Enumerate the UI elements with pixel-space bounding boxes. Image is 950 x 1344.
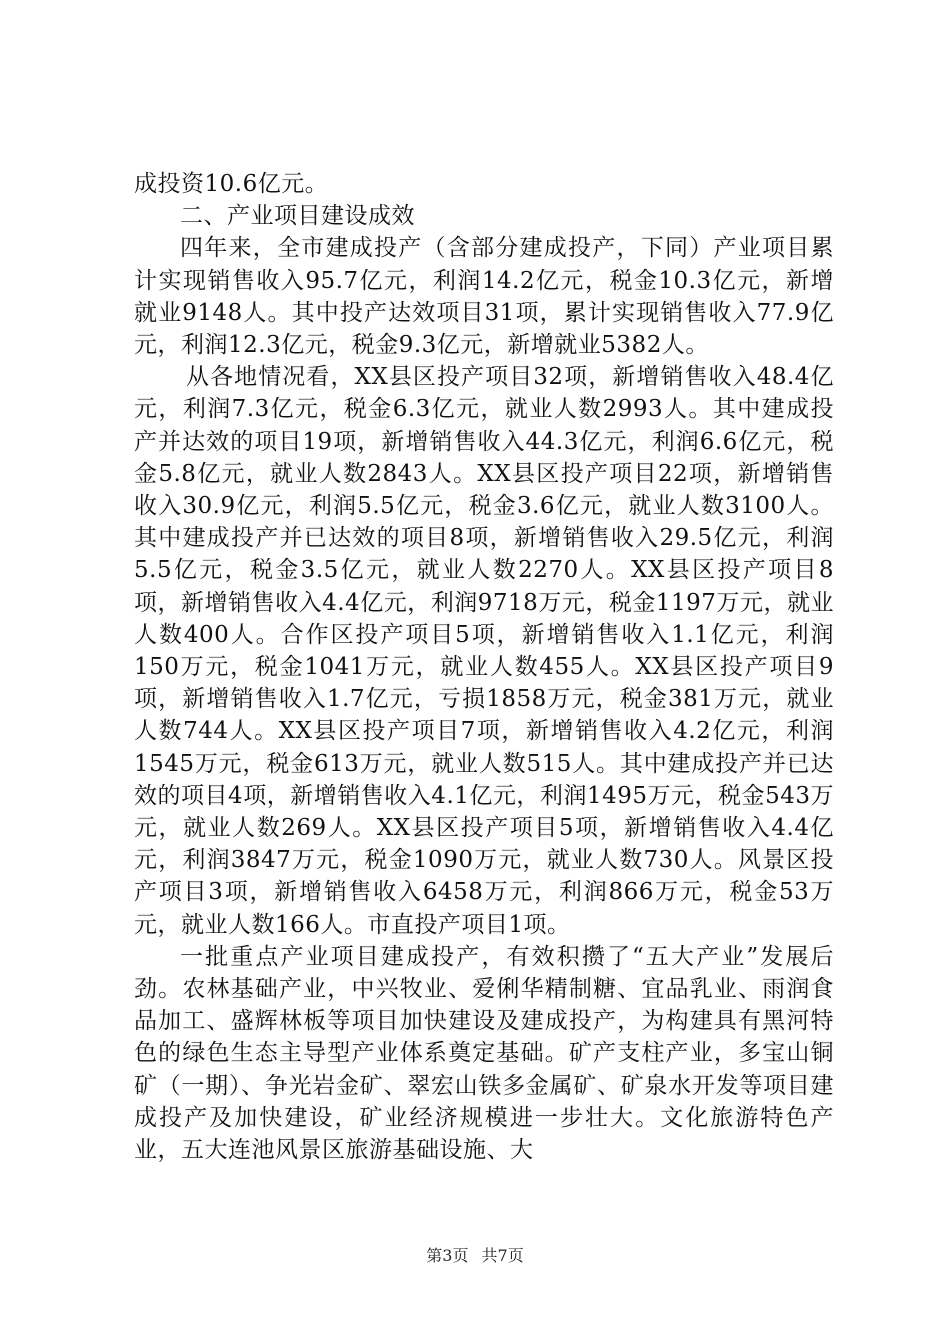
- page-number: 第3页: [426, 1246, 469, 1265]
- paragraph-key-projects: 一批重点产业项目建成投产，有效积攒了“五大产业”发展后劲。农林基础产业，中兴牧业、爱俐华精制糖、宜品乳业、雨润食品加工、盛辉林板等项目加快建设及建成投产，为构建具有黑河特色的绿色生态主导型产业体系奠定基础。矿产支柱产业，多宝山铜矿（一期）、争光岩金矿、翠宏山铁多金属矿、矿泉水开发等项目建成投产及加快建设，矿业经济规模进一步壮大。文化旅游特色产业，五大连池风景区旅游基础设施、大: [134, 943, 834, 1164]
- page-footer: [0, 1243, 950, 1266]
- paragraph-continuation: 成投资10.6亿元。: [134, 171, 329, 197]
- paragraph-regional-breakdown: 从各地情况看，XX县区投产项目32项，新增销售收入48.4亿元，利润7.3亿元，税金6.3亿元，就业人数2993人。其中建成投产并达效的项目19项，新增销售收入44.3亿元，利润6.6亿元，税金5.8亿元，就业人数2843人。XX县区投产项目22项，新增销售收入30.9亿元，利润5.5亿元，税金3.6亿元，就业人数3100人。其中建成投产并已达效的项目8项，新增销售收入29.5亿元，利润5.5亿元，税金3.5亿元，就业人数2270人。XX县区投产项目8项，新增销售收入4.4亿元，利润9718万元，税金1197万元，就业人数400人。合作区投产项目5项，新增销售收入1.1亿元，利润150万元，税金1041万元，就业人数455人。XX县区投产项目9项，新增销售收入1.7亿元，亏损1858万元，税金381万元，就业人数744人。XX县区投产项目7项，新增销售收入4.2亿元，利润1545万元，税金613万元，就业人数515人。其中建成投产并已达效的项目4项，新增销售收入4.1亿元，利润1495万元，税金543万元，就业人数269人。XX县区投产项目5项，新增销售收入4.4亿元，利润3847万元，税金1090万元，就业人数730人。风景区投产项目3项，新增销售收入6458万元，利润866万元，税金53万元，就业人数166人。市直投产项目1项。: [134, 364, 834, 938]
- page-total: 共7页: [481, 1246, 524, 1265]
- document-body: [134, 168, 834, 1166]
- section-heading: 二、产业项目建设成效: [180, 203, 415, 230]
- paragraph-overview: 四年来，全市建成投产（含部分建成投产，下同）产业项目累计实现销售收入95.7亿元，利润14.2亿元，税金10.3亿元，新增就业9148人。其中投产达效项目31项，累计实现销售收入77.9亿元，利润12.3亿元，税金9.3亿元，新增就业5382人。: [134, 235, 834, 359]
